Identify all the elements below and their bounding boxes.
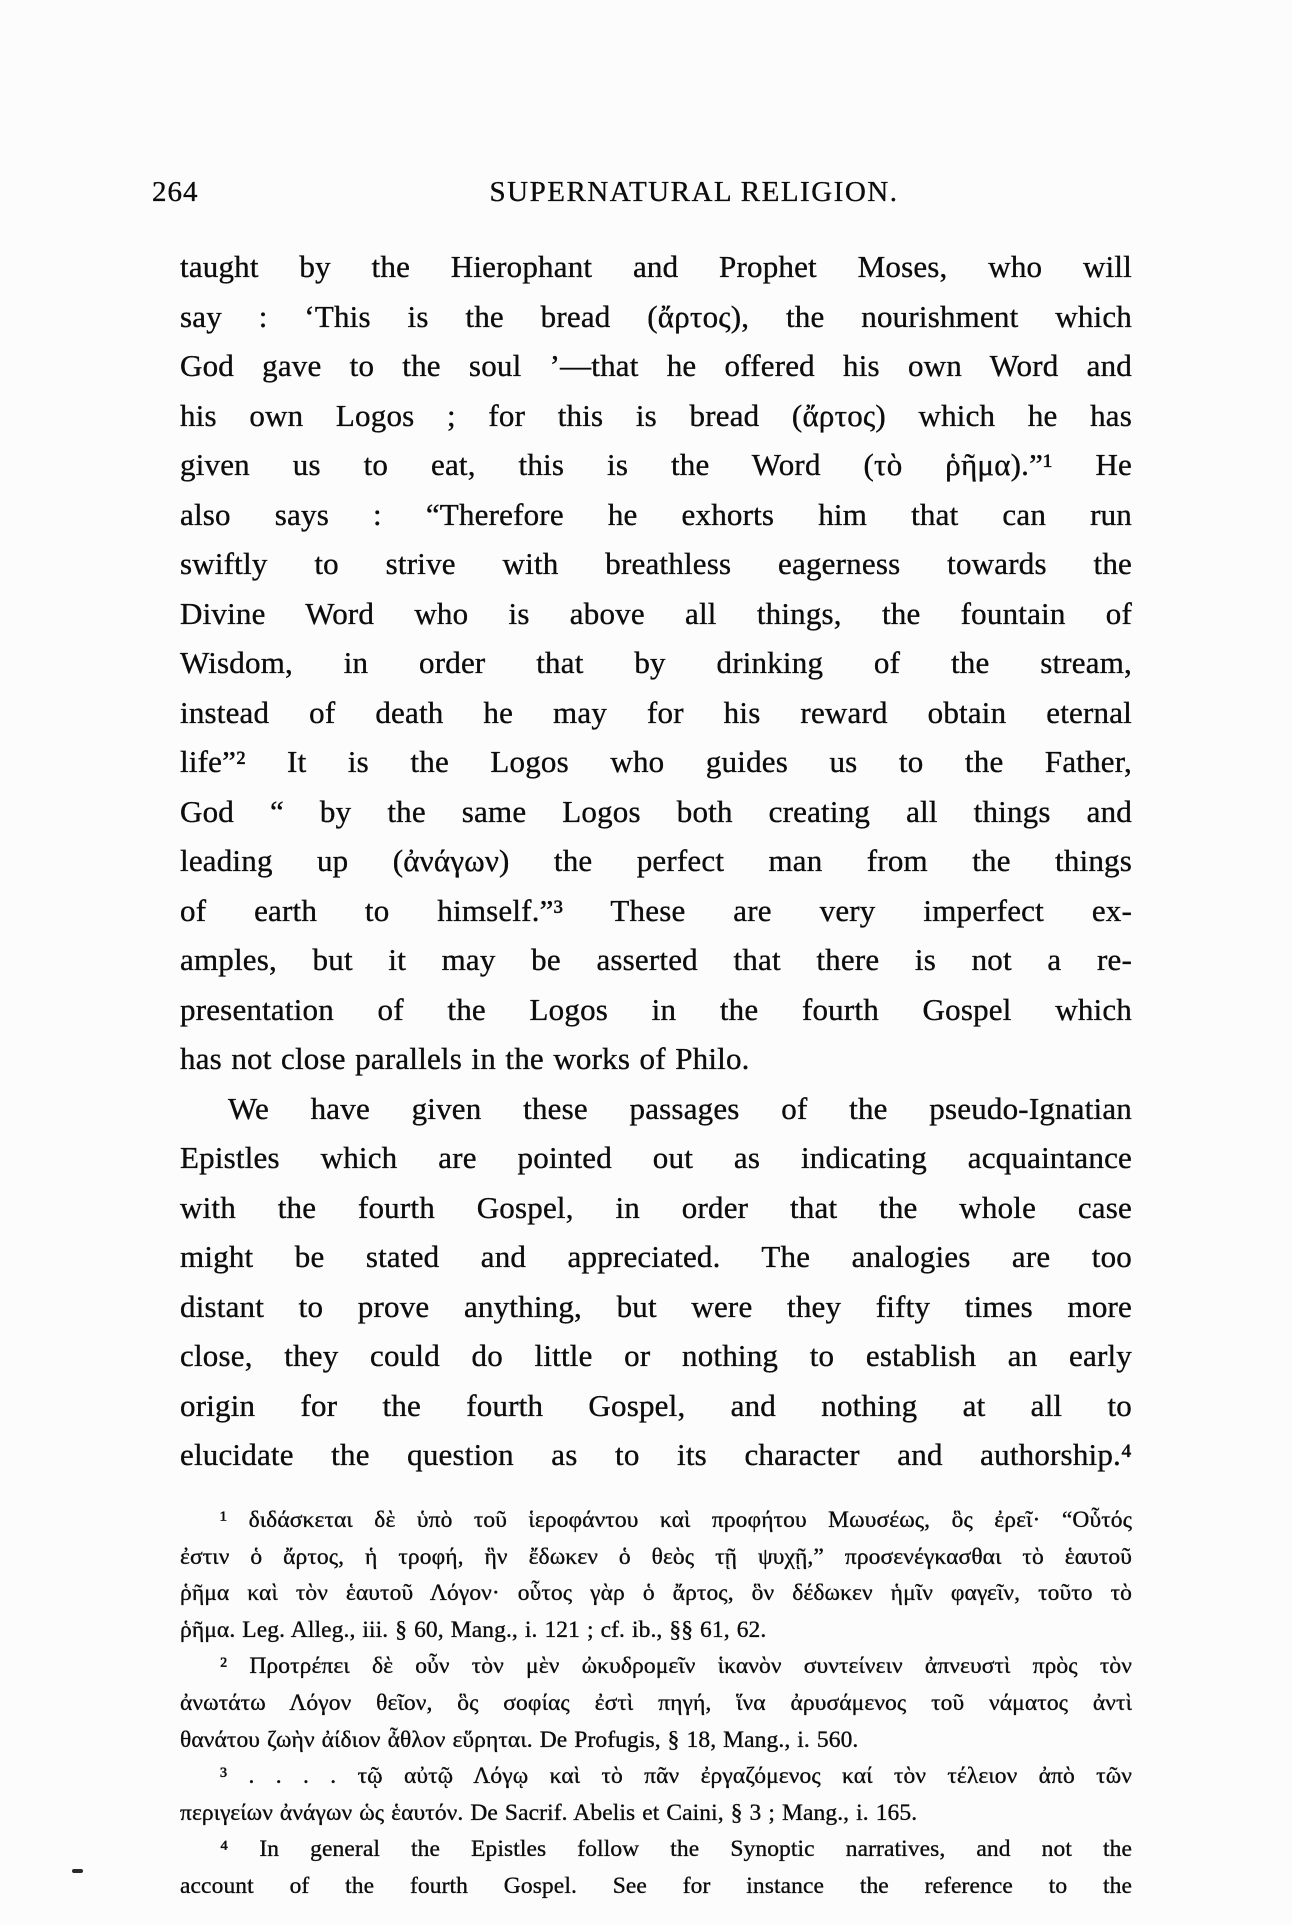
running-title: SUPERNATURAL RELIGION. (489, 176, 899, 208)
text-line: leading up (ἀνάγων) the perfect man from the things (180, 843, 1132, 878)
text-line: ¹ διδάσκεται δὲ ὑπὸ τοῦ ἱεροφάντου καὶ προφήτου Μωυσέως, ὃς ἐρεῖ· “Οὗτός (220, 1507, 1132, 1533)
text-line: taught by the Hierophant and Prophet Moses, who will (180, 249, 1132, 284)
text-line: περιγείων ἀνάγων ὡς ἑαυτόν. De Sacrif. Abelis et Caini, § 3 ; Mang., i. 165. (180, 1799, 918, 1826)
text-line: of earth to himself.”³ These are very imperfect ex- (180, 892, 1132, 928)
text-line: θανάτου ζωὴν ἀίδιον ἆθλον εὕρηται. De Profugis, § 18, Mang., i. 560. (180, 1726, 859, 1753)
text-line: his own Logos ; for this is bread (ἄρτος) which he has (180, 397, 1132, 433)
text-line: swiftly to strive with breathless eagerness towards the (180, 546, 1132, 581)
text-line: origin for the fourth Gospel, and nothing at all to (180, 1387, 1132, 1423)
page-number: 264 (152, 176, 199, 208)
text-line: ἀνωτάτω Λόγον θεῖον, ὃς σοφίας ἐστὶ πηγή, ἵνα ἀρυσάμενος τοῦ νάματος ἀντὶ (180, 1689, 1132, 1716)
paragraph (180, 242, 1132, 1084)
footnote (180, 1502, 1132, 1648)
text-line: ἐστιν ὁ ἄρτος, ἡ τροφή, ἣν ἔδωκεν ὁ θεὸς τῇ ψυχῇ,” προσενέγκασθαι τὸ ἑαυτοῦ (180, 1543, 1132, 1570)
text-line: ² Προτρέπει δὲ οὖν τὸν μὲν ὠκυδρομεῖν ἱκανὸν συντείνειν ἀπνευστὶ πρὸς τὸν (220, 1653, 1132, 1680)
text-line: might be stated and appreciated. The analogies are too (180, 1239, 1132, 1274)
text-line: Divine Word who is above all things, the fountain of (180, 595, 1132, 631)
paragraph (180, 1084, 1132, 1480)
text-line: also says : “Therefore he exhorts him that can run (180, 496, 1132, 532)
text-line: ⁴ In general the Epistles follow the Synoptic narratives, and not the (220, 1836, 1132, 1863)
footnote (180, 1831, 1132, 1904)
text-line: amples, but it may be asserted that there is not a re- (180, 942, 1132, 977)
page-header (0, 176, 1292, 216)
text-line: presentation of the Logos in the fourth Gospel which (180, 991, 1132, 1027)
text-line: Wisdom, in order that by drinking of the stream, (180, 645, 1132, 680)
text-line: account of the fourth Gospel. See for instance the reference to the (180, 1872, 1132, 1899)
stray-ink-mark (72, 1869, 83, 1873)
text-line: life”² It is the Logos who guides us to the Father, (180, 744, 1132, 779)
text-line: We have given these passages of the pseudo-Ignatian (228, 1090, 1132, 1126)
text-line: elucidate the question as to its character and authorship.⁴ (180, 1437, 1132, 1472)
footnotes-section (180, 1502, 1132, 1905)
text-line: God gave to the soul ’—that he offered his own Word and (180, 348, 1132, 383)
text-line: ῥῆμα καὶ τὸν ἑαυτοῦ Λόγον· οὗτος γὰρ ὁ ἄρτος, ὃν δέδωκεν ἡμῖν φαγεῖν, τοῦτο τὸ (180, 1580, 1132, 1607)
text-line: instead of death he may for his reward obtain eternal (180, 694, 1132, 730)
text-line: say : ‘This is the bread (ἄρτος), the nourishment which (180, 298, 1132, 334)
footnote (180, 1648, 1132, 1758)
text-line: has not close parallels in the works of Philo. (180, 1041, 750, 1076)
text-line: ῥῆμα. Leg. Alleg., iii. § 60, Mang., i. 121 ; cf. ib., §§ 61, 62. (180, 1616, 767, 1643)
text-line: God “ by the same Logos both creating all things and (180, 793, 1132, 829)
text-line: with the fourth Gospel, in order that the whole case (180, 1189, 1132, 1225)
footnote (180, 1758, 1132, 1831)
text-line: close, they could do little or nothing to establish an early (180, 1338, 1132, 1373)
text-line: ³ . . . . τῷ αὐτῷ Λόγῳ καὶ τὸ πᾶν ἐργαζόμενος καί τὸν τέλειον ἀπὸ τῶν (220, 1763, 1132, 1790)
text-line: Epistles which are pointed out as indicating acquaintance (180, 1140, 1132, 1175)
body-text (180, 242, 1132, 1480)
text-line: given us to eat, this is the Word (τὸ ῥῆμα).”¹ He (180, 447, 1132, 482)
text-line: distant to prove anything, but were they fifty times more (180, 1288, 1132, 1324)
